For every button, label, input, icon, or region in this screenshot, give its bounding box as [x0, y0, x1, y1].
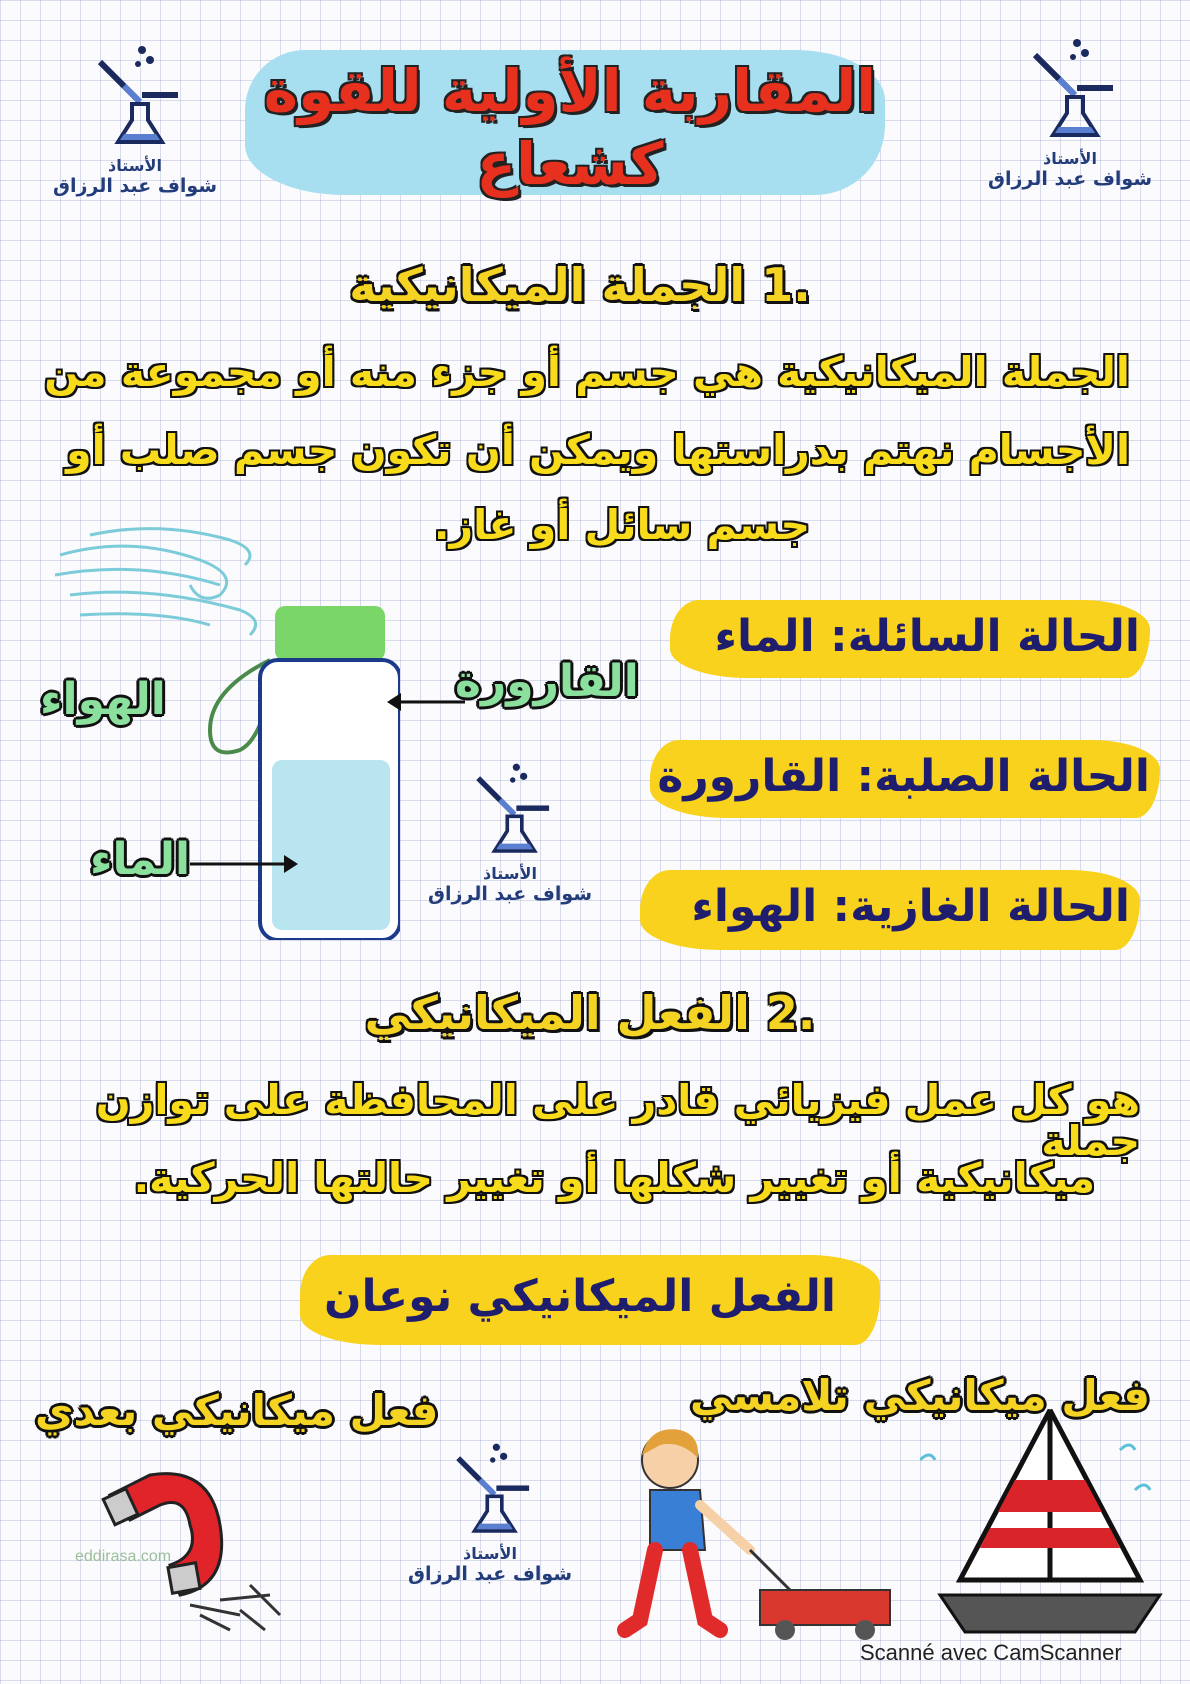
section1-heading: .1 الجملة الميكانيكية [349, 258, 811, 312]
logo-teacher-label: الأستاذ [483, 864, 537, 883]
type-contact: فعل ميكانيكي تلامسي [690, 1371, 1151, 1420]
page-title-line2: كشعاع [476, 130, 664, 198]
section2-definition-line2: ميكانيكية أو تغيير شكلها أو تغيير حالتها الحركية. [133, 1154, 1095, 1202]
bottle-illustration [190, 600, 400, 940]
arrow-to-bottle-icon [385, 690, 465, 714]
chemistry-flask-icon [1015, 35, 1125, 145]
logo-teacher-label: الأستاذ [108, 156, 162, 175]
teacher-logo-bottom [395, 1440, 585, 1585]
logo-teacher-name: شواف عبد الرزاق [427, 883, 593, 905]
chemistry-flask-icon [440, 1440, 540, 1540]
section1-definition-line2: الأجسام نهتم بدراستها ويمكن أن تكون جسم صلب أو [66, 426, 1130, 474]
label-air: الهواء [40, 674, 166, 725]
section1-definition-line3: جسم سائل أو غاز. [433, 501, 810, 549]
boy-pulling-cart-icon [610, 1420, 900, 1660]
sailboat-icon [920, 1400, 1180, 1640]
watermark-site: eddirasa.com [75, 1548, 172, 1565]
types-banner: الفعل الميكانيكي نوعان [323, 1271, 836, 1322]
label-bottle: القارورة [455, 656, 639, 707]
logo-teacher-name: شواف عبد الرزاق [987, 168, 1153, 190]
logo-teacher-name: شواف عبد الرزاق [407, 1563, 573, 1585]
label-water: الماء [90, 834, 191, 885]
state-solid: الحالة الصلبة: القارورة [657, 751, 1150, 802]
chemistry-flask-icon [80, 42, 190, 152]
logo-teacher-label: الأستاذ [1043, 149, 1097, 168]
chemistry-flask-icon [460, 760, 560, 860]
page-title-line1: المقاربة الأولية للقوة [263, 57, 877, 125]
section2-definition-line1: هو كل عمل فيزيائي قادر على المحافظة على توازن جملة [95, 1076, 1140, 1165]
logo-teacher-label: الأستاذ [463, 1544, 517, 1563]
teacher-logo-middle [415, 760, 605, 905]
teacher-logo-top-left [40, 42, 230, 197]
arrow-to-water-icon [190, 852, 300, 876]
logo-teacher-name: شواف عبد الرزاق [52, 175, 218, 197]
scanner-footer: Scanné avec CamScanner [860, 1640, 1122, 1665]
state-gas: الحالة الغازية: الهواء [691, 881, 1130, 932]
section1-definition-line1: الجملة الميكانيكية هي جسم أو جزء منه أو مجموعة من [44, 348, 1130, 396]
teacher-logo-top-right [975, 35, 1165, 190]
type-distance: فعل ميكانيكي بعدي [35, 1386, 439, 1435]
state-liquid: الحالة السائلة: الماء [714, 611, 1140, 662]
section2-heading: .2 الفعل الميكانيكي [364, 986, 816, 1040]
